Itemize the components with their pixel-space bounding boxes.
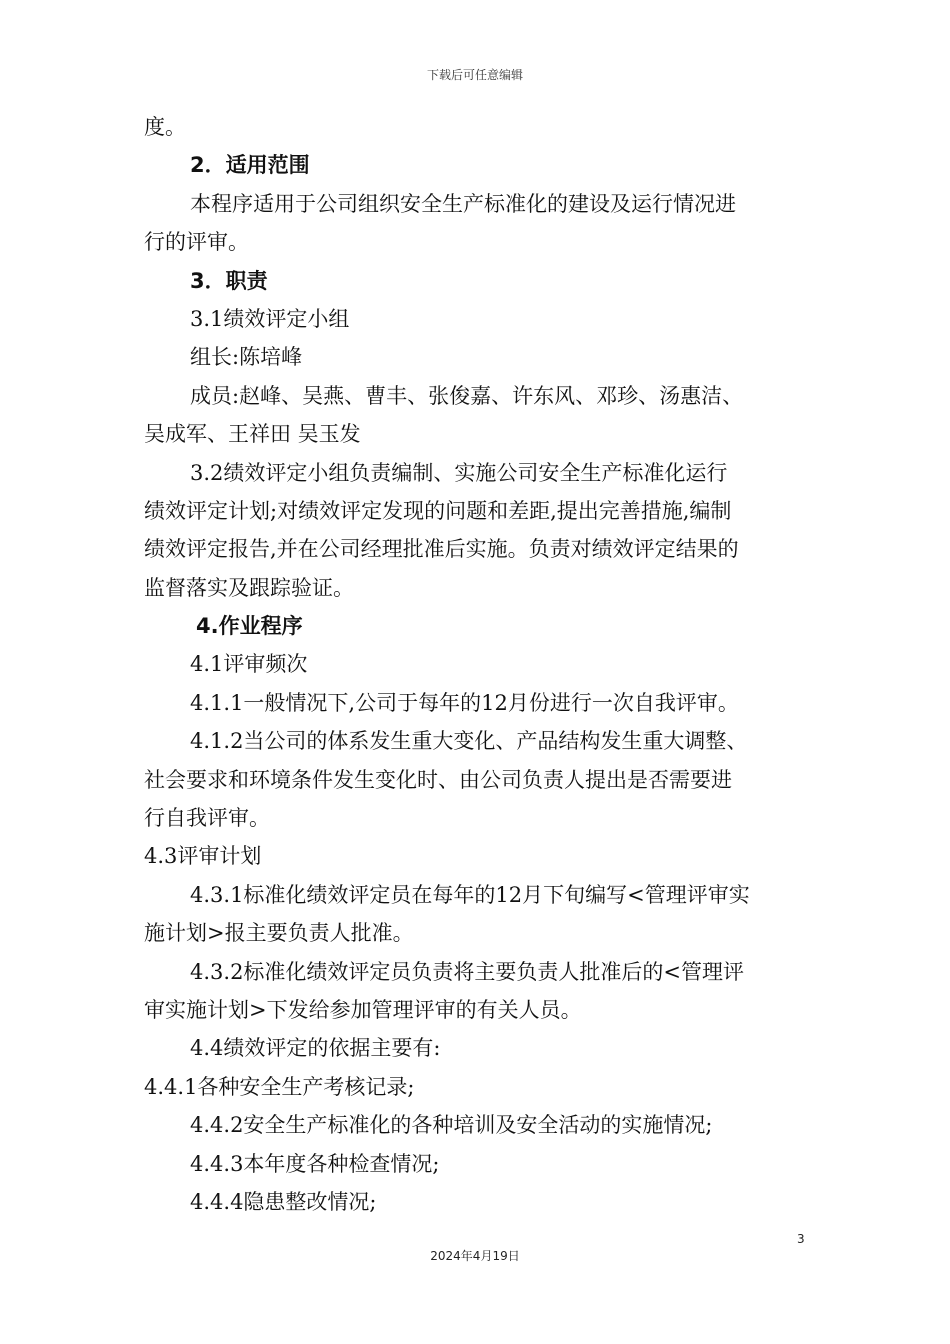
body-line: 3.1绩效评定小组: [190, 306, 350, 331]
body-line: 4.3.2标准化绩效评定员负责将主要负责人批准后的<管理评: [190, 959, 745, 984]
body-line: 监督落实及跟踪验证。: [144, 575, 354, 600]
body-line: 4.1.1一般情况下,公司于每年的12月份进行一次自我评审。: [190, 690, 739, 715]
body-line: 4.3评审计划: [144, 844, 262, 869]
body-line: 4.1.2当公司的体系发生重大变化、产品结构发生重大调整、: [190, 729, 748, 754]
body-line: 审实施计划>下发给参加管理评审的有关人员。: [144, 997, 582, 1022]
body-line: 4.4.4隐患整改情况;: [190, 1189, 377, 1214]
section-heading-duties: 3．职责: [190, 268, 268, 293]
body-line: 4.3.1标准化绩效评定员在每年的12月下旬编写<管理评审实: [190, 882, 750, 907]
body-line: 3.2绩效评定小组负责编制、实施公司安全生产标准化运行: [190, 460, 728, 485]
body-line: 4.4.1各种安全生产考核记录;: [144, 1074, 415, 1099]
page-number: 3: [797, 1232, 805, 1246]
body-line: 度。: [144, 115, 186, 139]
body-line: 4.4.3本年度各种检查情况;: [190, 1151, 440, 1176]
body-line: 行自我评审。: [144, 806, 270, 831]
page-header: 下载后可任意编辑: [426, 68, 523, 82]
body-line: 4.4.2安全生产标准化的各种培训及安全活动的实施情况;: [190, 1113, 713, 1138]
body-line: 成员:赵峰、吴燕、曹丰、张俊嘉、许东风、邓珍、汤惠洁、: [190, 383, 744, 408]
body-line: 吴成军、王祥田 吴玉发: [144, 422, 361, 447]
body-line: 社会要求和环境条件发生变化时、由公司负责人提出是否需要进: [144, 767, 732, 792]
page-footer-date: 2024年4月19日: [430, 1249, 520, 1263]
document-body: [144, 108, 824, 1221]
body-line: 行的评审。: [144, 230, 249, 255]
section-heading-procedure: 4.作业程序: [196, 614, 303, 639]
body-line: 绩效评定报告,并在公司经理批准后实施。负责对绩效评定结果的: [144, 537, 739, 562]
body-line: 组长:陈培峰: [190, 345, 303, 370]
body-line: 施计划>报主要负责人批准。: [144, 921, 414, 946]
body-line: 4.4绩效评定的依据主要有:: [190, 1036, 441, 1061]
section-heading-scope: 2．适用范围: [190, 153, 310, 178]
body-line: 绩效评定计划;对绩效评定发现的问题和差距,提出完善措施,编制: [144, 498, 732, 523]
body-line: 4.1评审频次: [190, 652, 308, 677]
body-line: 本程序适用于公司组织安全生产标准化的建设及运行情况进: [190, 191, 736, 216]
